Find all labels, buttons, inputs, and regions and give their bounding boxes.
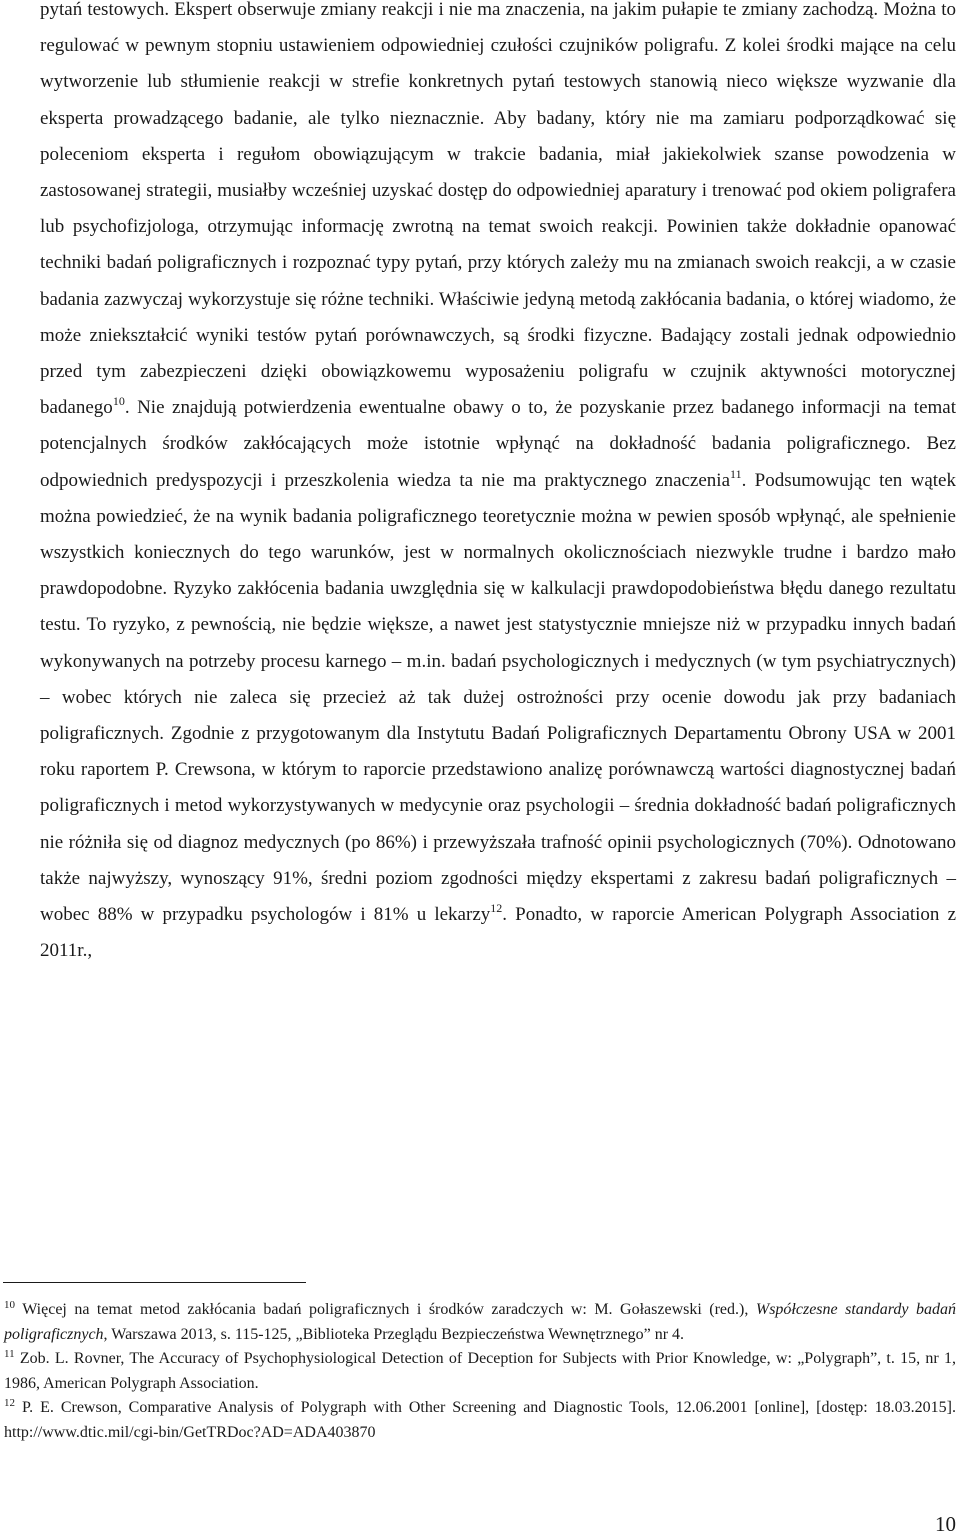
body-text-segment: . Podsumowując ten wątek można powiedzieć, że na wynik badania poligraficznego teoretycznie można w pewien sposób wpłynąć, ale spełnienie wszystkich koniecznych do tego warunków, jest w normalnych okolicznościach niezwykle trudne i bardzo mało prawdopodobne. Ryzyko zakłócenia badania uwzględnia się w kalkulacji prawdopodobieństwa błędu danego rezultatu testu. To ryzyko, z pewnością, nie będzie większe, a nawet jest statystycznie mniejsze niż w przypadku innych badań wykonywanych na potrzeby procesu karnego – m.in. badań psychologicznych i medycznych (w tym psychiatrycznych) – wobec których nie zaleca się przecież aż tak dużej ostrożności przy ocenie dowodu jak przy badaniach poligraficznych. Zgodnie z przygotowanym dla Instytutu Badań Poligraficznych Departamentu Obrony USA w 2001 roku raportem P. Crewsona, w którym to raporcie przedstawiono analizę porównawczą wartości diagnostycznej badań poligraficznych i metod wykorzystywanych w medycynie oraz psychologii – średnia dokładność badań poligraficznych nie różniła się od diagnoz medycznych (po 86%) i przewyższała trafność opinii psychologicznych (70%). Odnotowano także najwyższy, wynoszący 91%, średni poziom zgodności między ekspertami z zakresu badań poligraficznych – wobec 88% w przypadku psychologów i 81% u lekarzy: [40, 469, 956, 926]
footnote-text: P. E. Crewson, Comparative Analysis of Polygraph with Other Screening and Diagnostic Tools, 12.06.2001 [online], [dostęp: 18.03.2015]. http://www.dtic.mil/cgi-bin/GetTRDoc?AD=ADA403870: [4, 1399, 957, 1441]
footnote-number: 11: [4, 1348, 15, 1361]
footnote-ref-10: 10: [112, 394, 125, 409]
footnote-italic-title: Współczesne standardy badań poligraficznych: [4, 1301, 956, 1343]
footnote-number: 12: [4, 1397, 15, 1410]
footnote-separator: [3, 1282, 306, 1283]
footnote-number: 10: [4, 1299, 15, 1311]
footnotes: [4, 1298, 956, 1446]
footnote-11: [4, 1347, 956, 1396]
footnote-text: , Warszawa 2013, s. 115-125, „Biblioteka Przeglądu Bezpieczeństwa Wewnętrznego” nr 4.: [103, 1325, 685, 1343]
footnote-text: Zob. L. Rovner, The Accuracy of Psychophysiological Detection of Deception for Subjects with Prior Knowledge, w: „Polygraph”, t. 15, nr 1, 1986, American Polygraph Association.: [4, 1350, 956, 1392]
footnote-ref-12: 12: [490, 901, 503, 916]
footnote-ref-11: 11: [730, 466, 742, 481]
footnote-12: [4, 1396, 956, 1445]
body-text-segment: . Nie znajdują potwierdzenia ewentualne obawy o to, że pozyskanie przez badanego informacji na temat potencjalnych środków zakłócających może istotnie wpłynąć na dokładność badania poligraficznego. Bez odpowiednich predyspozycji i przeszkolenia wiedza ta nie ma praktycznego znaczenia: [40, 397, 956, 491]
body-paragraph: [40, 0, 956, 969]
page-number: 10: [935, 1512, 956, 1536]
body-text-segment: pytań testowych. Ekspert obserwuje zmiany reakcji i nie ma znaczenia, na jakim pułapie te zmiany zachodzą. Można to regulować w pewnym stopniu ustawieniem odpowiedniej czułości czujników poligrafu. Z kolei środki mające na celu wytworzenie lub stłumienie reakcji w strefie konkretnych pytań testowych stanowią nieco większe wyzwanie dla eksperta prowadzącego badanie, ale tylko nieznacznie. Aby badany, który nie ma zamiaru podporządkować się poleceniom eksperta i regułom obowiązującym w trakcie badania, miał jakiekolwiek szanse powodzenia w zastosowanej strategii, musiałby wcześniej uzyskać dostęp do odpowiedniej aparatury i trenować pod okiem poligrafera lub psychofizjologa, otrzymując informację zwrotną na temat swoich reakcji. Powinien także dokładnie opanować techniki badań poligraficznych i rozpoznać typy pytań, przy których zależy mu na zmianach swoich reakcji, a w czasie badania zazwyczaj wykorzystuje się różne techniki. Właściwie jedyną metodą zakłócania badania, o której wiadomo, że może zniekształcić wyniki testów pytań porównawczych, są środki fizyczne. Badający zostali jednak odpowiednio przed tym zabezpieczeni dzięki obowiązkowemu wyposażeniu poligrafu w czujnik aktywności motorycznej badanego: [40, 0, 956, 419]
footnote-10: [4, 1298, 956, 1347]
body-text-segment: . Ponadto, w raporcie American Polygraph Association z 2011r.,: [40, 904, 957, 962]
footnote-text: Więcej na temat metod zakłócania badań poligraficznych i środków zaradczych w: M. Gołaszewski (red.),: [22, 1301, 756, 1318]
